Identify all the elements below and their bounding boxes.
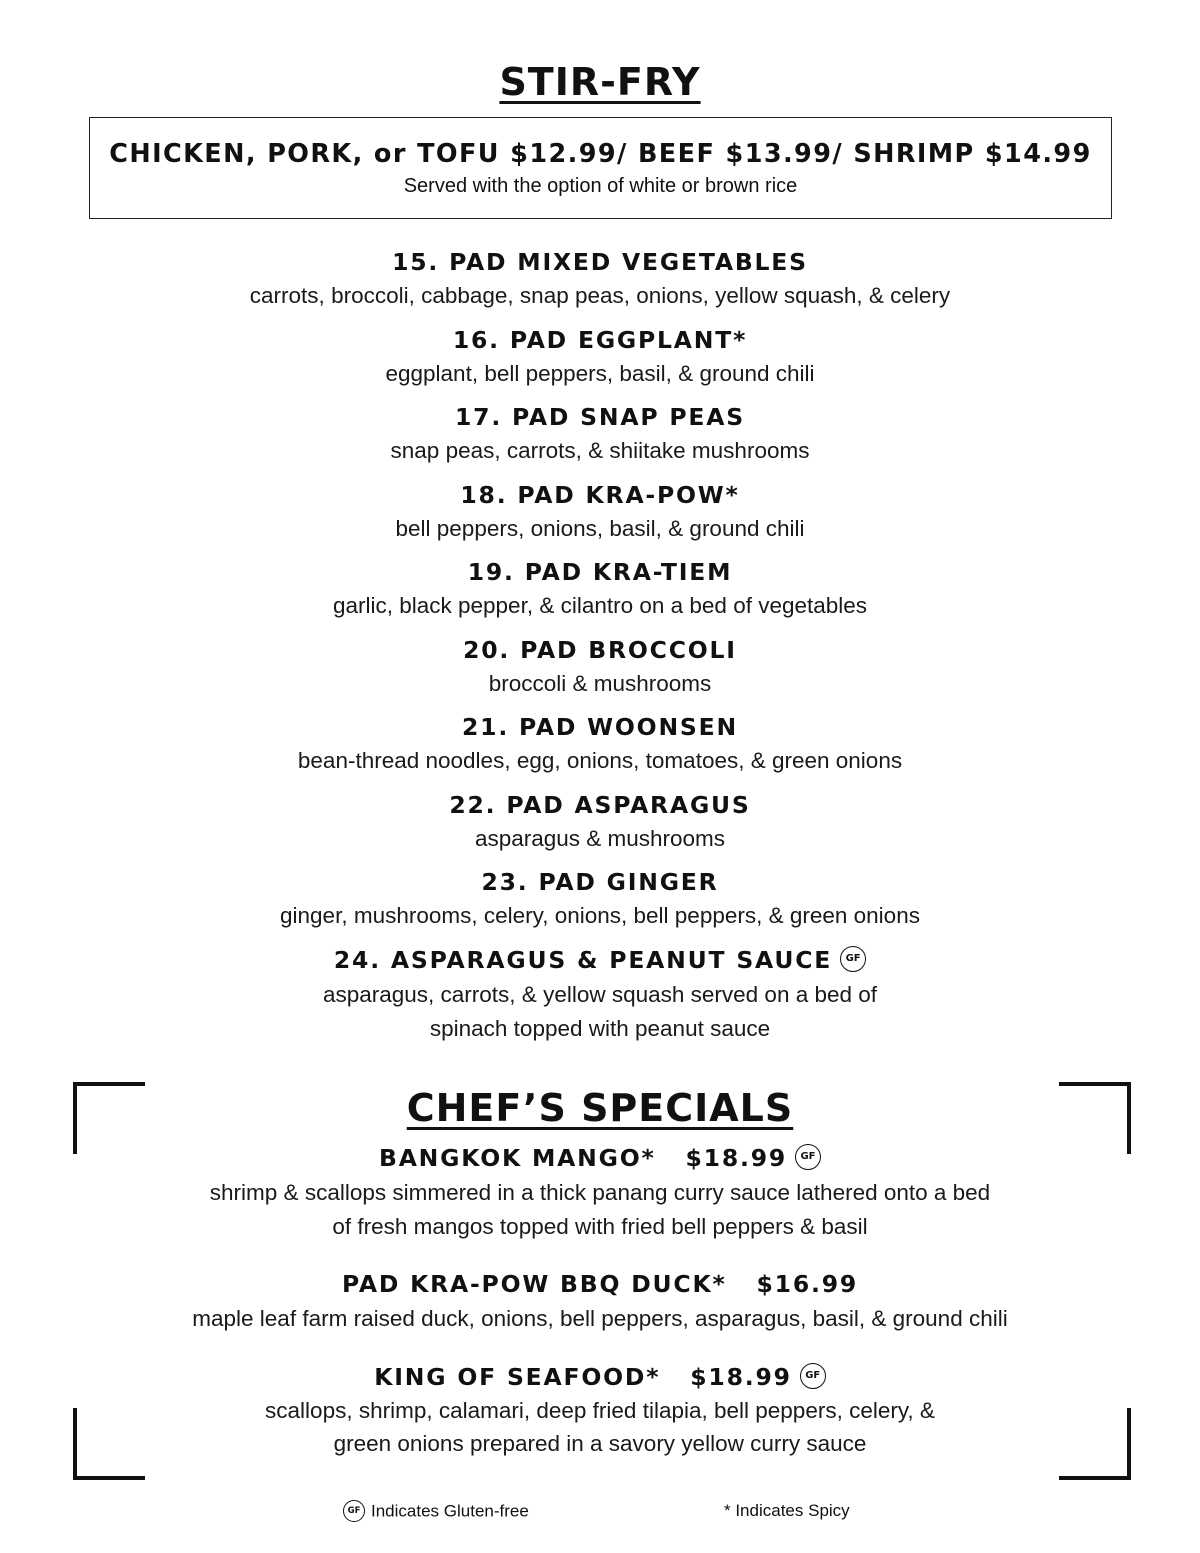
menu-item-desc: ginger, mushrooms, celery, onions, bell peppers, & green onions bbox=[280, 903, 920, 928]
stirfry-title: STIR-FRY bbox=[499, 60, 701, 104]
special-item-name bbox=[0, 1144, 1200, 1173]
menu-item-name: 22. PAD ASPARAGUS bbox=[449, 791, 751, 819]
menu-item-desc: eggplant, bell peppers, basil, & ground chili bbox=[385, 361, 815, 386]
special-item-price: $18.99 bbox=[685, 1144, 787, 1172]
menu-item-desc: bell peppers, onions, basil, & ground chili bbox=[395, 516, 805, 541]
special-item-price: $16.99 bbox=[756, 1270, 859, 1298]
gluten-free-icon: GF bbox=[343, 1500, 365, 1522]
rice-note: Served with the option of white or brown rice bbox=[403, 175, 798, 197]
menu-item-name bbox=[0, 946, 1200, 975]
menu-item-desc: broccoli & mushrooms bbox=[488, 671, 712, 696]
special-item-title: PAD KRA-POW BBQ DUCK* bbox=[341, 1270, 727, 1298]
gluten-free-icon: GF bbox=[800, 1363, 826, 1389]
special-item-desc: scallops, shrimp, calamari, deep fried tilapia, bell peppers, celery, & bbox=[265, 1398, 935, 1423]
menu-item-name: 19. PAD KRA-TIEM bbox=[467, 558, 733, 586]
price-list: CHICKEN, PORK, or TOFU $12.99/ BEEF $13.99/ SHRIMP $14.99 bbox=[109, 139, 1092, 169]
special-item-desc: maple leaf farm raised duck, onions, bell peppers, asparagus, basil, & ground chili bbox=[192, 1306, 1008, 1331]
special-item-title: BANGKOK MANGO* bbox=[378, 1144, 656, 1172]
menu-item-desc: asparagus, carrots, & yellow squash served on a bed of bbox=[322, 982, 878, 1007]
menu-item-name: 15. PAD MIXED VEGETABLES bbox=[392, 248, 808, 276]
special-item-name bbox=[0, 1363, 1200, 1392]
special-item-name bbox=[0, 1270, 1200, 1298]
menu-item-name: 23. PAD GINGER bbox=[481, 868, 719, 896]
menu-item-name: 20. PAD BROCCOLI bbox=[463, 636, 737, 664]
menu-item-desc: spinach topped with peanut sauce bbox=[429, 1016, 771, 1041]
special-item-desc: green onions prepared in a savory yellow curry sauce bbox=[333, 1431, 867, 1456]
special-item-title: KING OF SEAFOOD* bbox=[374, 1363, 661, 1391]
menu-item-name: 18. PAD KRA-POW* bbox=[460, 481, 740, 509]
legend-gluten-free-text: Indicates Gluten-free bbox=[371, 1501, 529, 1521]
menu-item-name: 21. PAD WOONSEN bbox=[462, 713, 738, 741]
menu-item-desc: carrots, broccoli, cabbage, snap peas, onions, yellow squash, & celery bbox=[249, 283, 951, 308]
special-item-price: $18.99 bbox=[690, 1363, 792, 1391]
price-box bbox=[89, 117, 1112, 219]
menu-item-desc: asparagus & mushrooms bbox=[474, 826, 726, 851]
menu-item-name: 17. PAD SNAP PEAS bbox=[455, 403, 745, 431]
special-item-desc: of fresh mangos topped with fried bell peppers & basil bbox=[332, 1214, 868, 1239]
gluten-free-icon: GF bbox=[795, 1144, 821, 1170]
legend-gluten-free bbox=[343, 1501, 529, 1523]
menu-item-desc: garlic, black pepper, & cilantro on a bed of vegetables bbox=[332, 593, 868, 618]
menu-item-title: 24. ASPARAGUS & PEANUT SAUCE bbox=[333, 946, 833, 974]
special-item-desc: shrimp & scallops simmered in a thick panang curry sauce lathered onto a bed bbox=[209, 1180, 991, 1205]
specials-title: CHEF’S SPECIALS bbox=[406, 1086, 794, 1130]
gluten-free-icon: GF bbox=[840, 946, 866, 972]
menu-item-name: 16. PAD EGGPLANT* bbox=[452, 326, 748, 354]
menu-item-desc: snap peas, carrots, & shiitake mushrooms bbox=[390, 438, 810, 463]
menu-item-desc: bean-thread noodles, egg, onions, tomatoes, & green onions bbox=[297, 748, 903, 773]
legend-spicy: * Indicates Spicy bbox=[724, 1501, 850, 1520]
